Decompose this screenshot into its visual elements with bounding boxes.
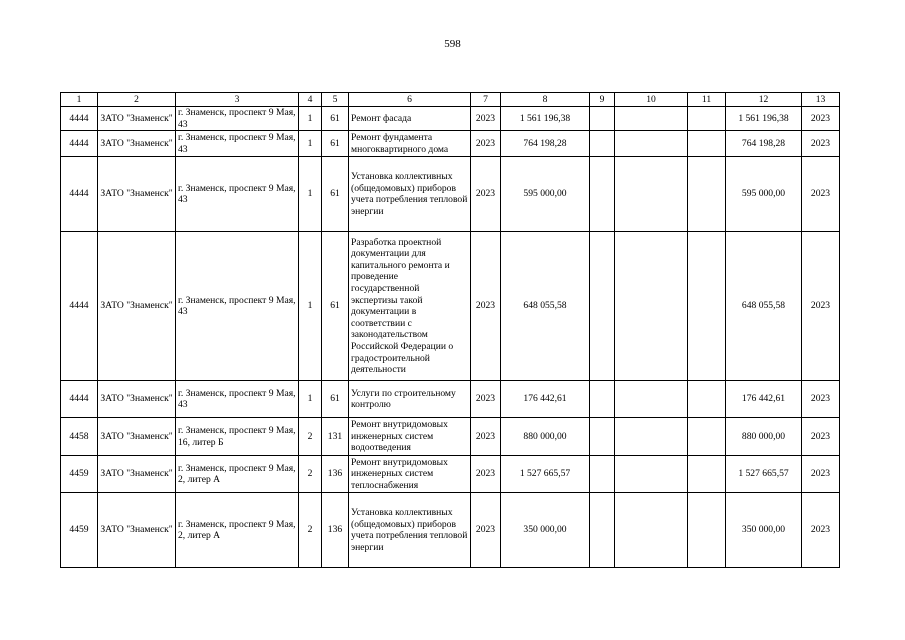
column-header: 1 xyxy=(61,93,98,107)
cell-year: 2023 xyxy=(471,232,501,381)
cell-col9 xyxy=(590,131,615,157)
cell-number: 4444 xyxy=(61,131,98,157)
cell-number: 4444 xyxy=(61,157,98,232)
cell-cost: 880 000,00 xyxy=(501,418,590,456)
cell-number: 4458 xyxy=(61,418,98,456)
cell-number: 4444 xyxy=(61,107,98,131)
cell-year-end: 2023 xyxy=(802,493,840,568)
cell-year-end: 2023 xyxy=(802,131,840,157)
cell-col4: 1 xyxy=(299,131,322,157)
cell-col4: 2 xyxy=(299,456,322,493)
column-header: 13 xyxy=(802,93,840,107)
column-header: 2 xyxy=(98,93,176,107)
cell-year: 2023 xyxy=(471,107,501,131)
table-row xyxy=(61,232,840,381)
cell-col9 xyxy=(590,456,615,493)
cell-col10 xyxy=(615,232,688,381)
cell-cost: 350 000,00 xyxy=(501,493,590,568)
registry-table xyxy=(60,92,840,568)
column-header: 7 xyxy=(471,93,501,107)
cell-total: 595 000,00 xyxy=(726,157,802,232)
cell-number: 4459 xyxy=(61,493,98,568)
cell-year-end: 2023 xyxy=(802,456,840,493)
cell-cost: 648 055,58 xyxy=(501,232,590,381)
cell-col4: 2 xyxy=(299,418,322,456)
cell-cost: 595 000,00 xyxy=(501,157,590,232)
cell-col4: 1 xyxy=(299,232,322,381)
cell-col4: 1 xyxy=(299,107,322,131)
column-header: 11 xyxy=(688,93,726,107)
cell-work-type: Установка коллективных (общедомовых) приборов учета потребления тепловой энергии xyxy=(349,157,471,232)
cell-col9 xyxy=(590,493,615,568)
cell-col11 xyxy=(688,107,726,131)
cell-municipality: ЗАТО "Знаменск" xyxy=(98,232,176,381)
cell-year: 2023 xyxy=(471,157,501,232)
table-row xyxy=(61,381,840,418)
cell-total: 880 000,00 xyxy=(726,418,802,456)
cell-work-type: Установка коллективных (общедомовых) приборов учета потребления тепловой энергии xyxy=(349,493,471,568)
cell-municipality: ЗАТО "Знаменск" xyxy=(98,131,176,157)
cell-address: г. Знаменск, проспект 9 Мая, 43 xyxy=(176,381,299,418)
cell-total: 764 198,28 xyxy=(726,131,802,157)
column-header: 8 xyxy=(501,93,590,107)
cell-year: 2023 xyxy=(471,381,501,418)
cell-col5: 61 xyxy=(322,131,349,157)
cell-col11 xyxy=(688,456,726,493)
cell-year: 2023 xyxy=(471,456,501,493)
column-header: 3 xyxy=(176,93,299,107)
cell-total: 648 055,58 xyxy=(726,232,802,381)
cell-municipality: ЗАТО "Знаменск" xyxy=(98,157,176,232)
cell-col9 xyxy=(590,232,615,381)
cell-address: г. Знаменск, проспект 9 Мая, 43 xyxy=(176,157,299,232)
cell-municipality: ЗАТО "Знаменск" xyxy=(98,456,176,493)
cell-col10 xyxy=(615,456,688,493)
column-header: 5 xyxy=(322,93,349,107)
cell-col5: 61 xyxy=(322,107,349,131)
page-number: 598 xyxy=(444,38,461,50)
table-row xyxy=(61,157,840,232)
table-row xyxy=(61,418,840,456)
cell-col10 xyxy=(615,418,688,456)
cell-address: г. Знаменск, проспект 9 Мая, 16, литер Б xyxy=(176,418,299,456)
cell-work-type: Ремонт фасада xyxy=(349,107,471,131)
cell-col5: 136 xyxy=(322,493,349,568)
header-row xyxy=(61,93,840,107)
cell-municipality: ЗАТО "Знаменск" xyxy=(98,493,176,568)
column-header: 4 xyxy=(299,93,322,107)
cell-address: г. Знаменск, проспект 9 Мая, 43 xyxy=(176,131,299,157)
cell-col9 xyxy=(590,381,615,418)
cell-col5: 61 xyxy=(322,157,349,232)
cell-col11 xyxy=(688,418,726,456)
cell-cost: 764 198,28 xyxy=(501,131,590,157)
cell-work-type: Услуги по строительному контролю xyxy=(349,381,471,418)
cell-number: 4444 xyxy=(61,381,98,418)
column-header: 10 xyxy=(615,93,688,107)
cell-col5: 131 xyxy=(322,418,349,456)
cell-col11 xyxy=(688,131,726,157)
cell-col9 xyxy=(590,107,615,131)
column-header: 9 xyxy=(590,93,615,107)
cell-municipality: ЗАТО "Знаменск" xyxy=(98,418,176,456)
cell-col10 xyxy=(615,157,688,232)
cell-col4: 1 xyxy=(299,157,322,232)
cell-year-end: 2023 xyxy=(802,232,840,381)
table-body xyxy=(61,93,840,568)
cell-work-type: Ремонт внутридомовых инженерных систем водоотведения xyxy=(349,418,471,456)
cell-municipality: ЗАТО "Знаменск" xyxy=(98,107,176,131)
cell-total: 350 000,00 xyxy=(726,493,802,568)
cell-municipality: ЗАТО "Знаменск" xyxy=(98,381,176,418)
cell-col10 xyxy=(615,493,688,568)
cell-col5: 61 xyxy=(322,232,349,381)
cell-col11 xyxy=(688,232,726,381)
cell-cost: 176 442,61 xyxy=(501,381,590,418)
cell-col9 xyxy=(590,418,615,456)
cell-number: 4459 xyxy=(61,456,98,493)
cell-address: г. Знаменск, проспект 9 Мая, 2, литер А xyxy=(176,493,299,568)
table-row xyxy=(61,107,840,131)
table-row xyxy=(61,456,840,493)
column-header: 6 xyxy=(349,93,471,107)
cell-year-end: 2023 xyxy=(802,107,840,131)
cell-address: г. Знаменск, проспект 9 Мая, 43 xyxy=(176,232,299,381)
cell-year-end: 2023 xyxy=(802,157,840,232)
cell-col5: 136 xyxy=(322,456,349,493)
cell-col4: 2 xyxy=(299,493,322,568)
cell-col10 xyxy=(615,107,688,131)
cell-total: 1 561 196,38 xyxy=(726,107,802,131)
cell-col9 xyxy=(590,157,615,232)
cell-cost: 1 561 196,38 xyxy=(501,107,590,131)
cell-col10 xyxy=(615,381,688,418)
cell-col4: 1 xyxy=(299,381,322,418)
cell-col11 xyxy=(688,493,726,568)
cell-number: 4444 xyxy=(61,232,98,381)
cell-col5: 61 xyxy=(322,381,349,418)
cell-year-end: 2023 xyxy=(802,381,840,418)
cell-year-end: 2023 xyxy=(802,418,840,456)
column-header: 12 xyxy=(726,93,802,107)
cell-cost: 1 527 665,57 xyxy=(501,456,590,493)
cell-work-type: Разработка проектной документации для капитального ремонта и проведение государственной экспертизы такой документации в соответствии с законодательством Российской Федерации о градостроительной деятельности xyxy=(349,232,471,381)
cell-col11 xyxy=(688,381,726,418)
cell-year: 2023 xyxy=(471,131,501,157)
cell-work-type: Ремонт фундамента многоквартирного дома xyxy=(349,131,471,157)
cell-total: 176 442,61 xyxy=(726,381,802,418)
cell-col11 xyxy=(688,157,726,232)
cell-col10 xyxy=(615,131,688,157)
cell-total: 1 527 665,57 xyxy=(726,456,802,493)
cell-year: 2023 xyxy=(471,493,501,568)
cell-year: 2023 xyxy=(471,418,501,456)
cell-work-type: Ремонт внутридомовых инженерных систем теплоснабжения xyxy=(349,456,471,493)
table-row xyxy=(61,493,840,568)
cell-address: г. Знаменск, проспект 9 Мая, 2, литер А xyxy=(176,456,299,493)
cell-address: г. Знаменск, проспект 9 Мая, 43 xyxy=(176,107,299,131)
table-row xyxy=(61,131,840,157)
